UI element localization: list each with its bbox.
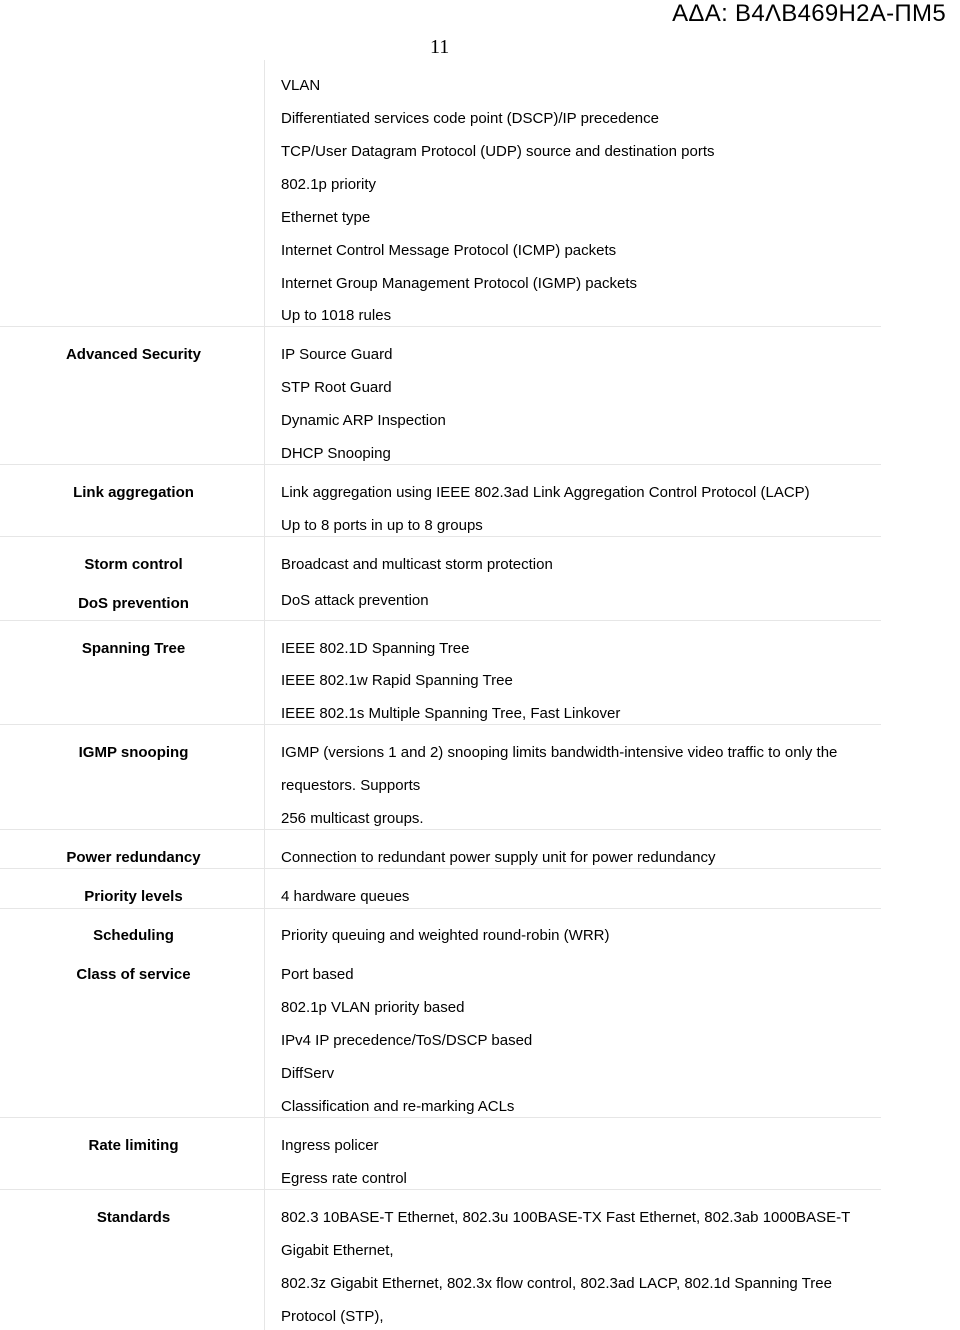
spec-value-line: TCP/User Datagram Protocol (UDP) source and destination ports [281,143,715,160]
spec-label: Power redundancy [66,849,201,866]
spec-value-line: 802.3 10BASE-T Ethernet, 802.3u 100BASE-TX Fast Ethernet, 802.3ab 1000BASE-T [281,1209,851,1226]
spec-value-line: 256 multicast groups. [281,810,424,827]
row-divider [0,829,881,830]
spec-value-line: 4 hardware queues [281,888,410,905]
spec-value-line: IPv4 IP precedence/ToS/DSCP based [281,1032,533,1049]
spec-value-line: Protocol (STP), [281,1308,384,1325]
spec-value-line: IGMP (versions 1 and 2) snooping limits bandwidth-intensive video traffic to only the [281,744,838,761]
row-divider [0,620,881,621]
spec-value-line: DHCP Snooping [281,445,391,462]
spec-label: DoS prevention [78,595,189,612]
spec-value-line: Differentiated services code point (DSCP)/IP precedence [281,110,659,127]
spec-value-line: 802.1p VLAN priority based [281,999,465,1016]
spec-label: Class of service [76,966,191,983]
spec-value-line: Port based [281,966,354,983]
spec-value-line: Ingress policer [281,1137,379,1154]
spec-value-line: 802.3z Gigabit Ethernet, 802.3x flow control, 802.3ad LACP, 802.1d Spanning Tree [281,1275,832,1292]
row-divider [0,536,881,537]
spec-value-line: VLAN [281,77,321,94]
row-divider [0,908,881,909]
spec-value-line: Gigabit Ethernet, [281,1242,394,1259]
spec-value-line: Priority queuing and weighted round-robin (WRR) [281,927,610,944]
spec-label: Priority levels [84,888,183,905]
row-divider [0,464,881,465]
spec-value-line: IEEE 802.1s Multiple Spanning Tree, Fast Linkover [281,705,621,722]
spec-value-line: Up to 1018 rules [281,307,392,324]
ada-code: ΑΔΑ: Β4ΛΒ469Η2Α-ΠΜ5 [672,0,946,27]
spec-value-line: DiffServ [281,1065,335,1082]
spec-value-line: DoS attack prevention [281,592,429,609]
spec-label: Spanning Tree [81,640,186,657]
spec-value-line: Connection to redundant power supply unit for power redundancy [281,849,716,866]
spec-label: Advanced Security [65,346,202,363]
row-divider [0,326,881,327]
spec-value-line: requestors. Supports [281,777,421,794]
row-divider [0,868,881,869]
page-number: 11 [430,36,450,58]
spec-label: Scheduling [93,927,174,944]
spec-value-line: STP Root Guard [281,379,392,396]
spec-label: Rate limiting [88,1137,179,1154]
spec-value-line: Classification and re-marking ACLs [281,1098,515,1115]
spec-value-line: Up to 8 ports in up to 8 groups [281,517,483,534]
spec-label: Link aggregation [73,484,194,501]
spec-value-line: Internet Control Message Protocol (ICMP) packets [281,242,617,259]
spec-value-line: 802.1p priority [281,176,377,193]
row-divider [0,724,881,725]
spec-value-line: Internet Group Management Protocol (IGMP) packets [281,275,637,292]
spec-value-line: IEEE 802.1D Spanning Tree [281,640,470,657]
spec-value-line: IEEE 802.1w Rapid Spanning Tree [281,672,513,689]
spec-label: IGMP snooping [78,744,189,761]
spec-value-line: Link aggregation using IEEE 802.3ad Link Aggregation Control Protocol (LACP) [281,484,810,501]
spec-value-line: IP Source Guard [281,346,393,363]
spec-label: Standards [96,1209,171,1226]
spec-value-line: Broadcast and multicast storm protection [281,556,553,573]
row-divider [0,1117,881,1118]
row-divider [0,1189,881,1190]
spec-value-line: Egress rate control [281,1170,407,1187]
spec-label: Storm control [84,556,183,573]
spec-value-line: Ethernet type [281,209,371,226]
spec-value-line: Dynamic ARP Inspection [281,412,446,429]
